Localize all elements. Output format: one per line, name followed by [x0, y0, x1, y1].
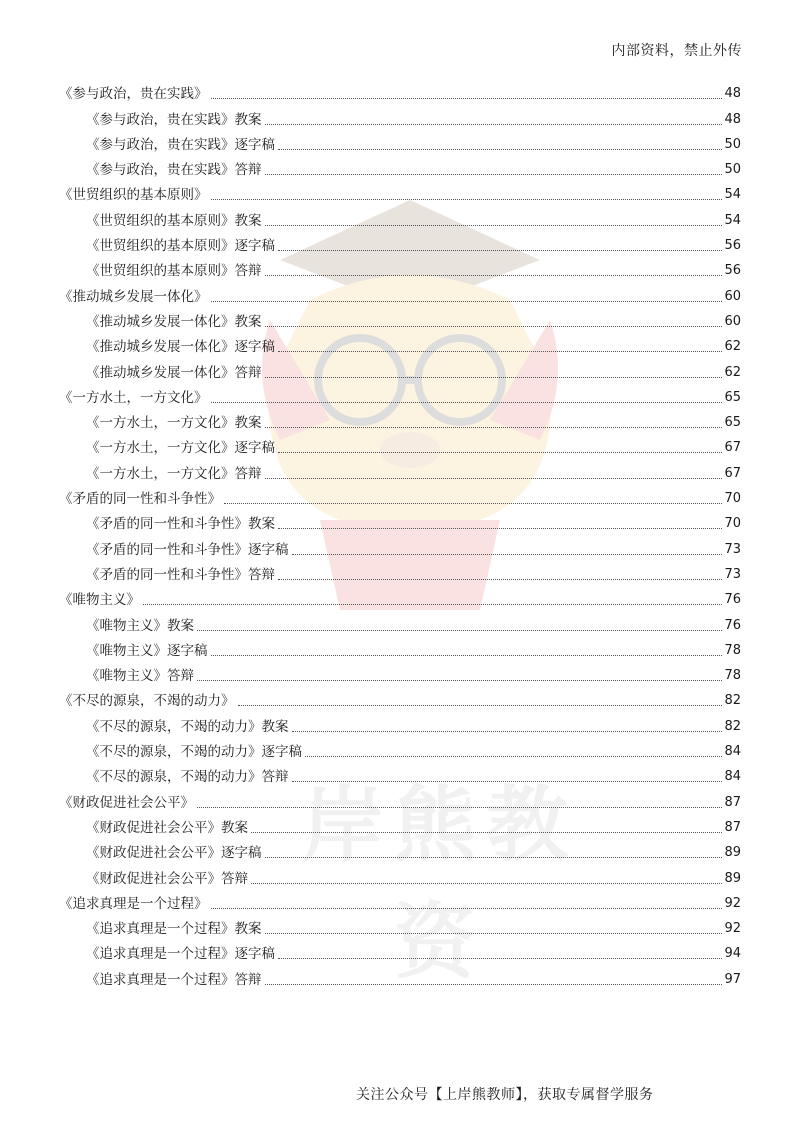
toc-subentry[interactable] — [59, 356, 741, 381]
toc-entry-title: 《不尽的源泉，不竭的动力》 — [59, 693, 235, 710]
toc-entry-title: 《推动城乡发展一体化》教案 — [86, 313, 262, 330]
toc-entry-title: 《参与政治，贵在实践》答辩 — [86, 162, 262, 179]
toc-entry-page-number: 62 — [724, 364, 741, 380]
toc-entry-title: 《唯物主义》教案 — [86, 617, 194, 634]
toc-subentry[interactable] — [59, 609, 741, 634]
toc-entry[interactable] — [59, 78, 741, 103]
dot-leader — [278, 250, 722, 251]
toc-entry-title: 《不尽的源泉，不竭的动力》逐字稿 — [86, 744, 302, 761]
toc-entry-page-number: 87 — [724, 794, 741, 810]
toc-subentry[interactable] — [59, 812, 741, 837]
toc-entry-page-number: 73 — [724, 541, 741, 557]
dot-leader — [305, 756, 722, 757]
dot-leader — [278, 149, 722, 150]
toc-subentry[interactable] — [59, 660, 741, 685]
toc-entry-title: 《推动城乡发展一体化》逐字稿 — [86, 339, 275, 356]
dot-leader — [211, 908, 723, 909]
dot-leader — [197, 680, 722, 681]
toc-subentry[interactable] — [59, 154, 741, 179]
dot-leader — [238, 705, 723, 706]
toc-entry-title: 《一方水土，一方文化》答辩 — [86, 465, 262, 482]
toc-subentry[interactable] — [59, 306, 741, 331]
toc-subentry[interactable] — [59, 432, 741, 457]
toc-entry-title: 《一方水土，一方文化》教案 — [86, 415, 262, 432]
toc-subentry[interactable] — [59, 710, 741, 735]
dot-leader — [143, 604, 722, 605]
dot-leader — [265, 857, 723, 858]
toc-entry[interactable] — [59, 280, 741, 305]
toc-entry-page-number: 54 — [724, 187, 741, 203]
dot-leader — [211, 655, 723, 656]
toc-entry-title: 《财政促进社会公平》答辩 — [86, 870, 248, 887]
toc-entry-page-number: 84 — [724, 744, 741, 760]
toc-subentry[interactable] — [59, 963, 741, 988]
dot-leader — [251, 883, 722, 884]
toc-entry-page-number: 94 — [724, 946, 741, 962]
watermark-text: 岸熊教资 — [301, 778, 578, 990]
toc-subentry[interactable] — [59, 331, 741, 356]
toc-subentry[interactable] — [59, 129, 741, 154]
dot-leader — [197, 807, 722, 808]
dot-leader — [292, 554, 723, 555]
toc-entry-page-number: 65 — [724, 415, 741, 431]
toc-entry-page-number: 70 — [724, 516, 741, 532]
toc-entry[interactable] — [59, 888, 741, 913]
toc-entry-page-number: 48 — [724, 111, 741, 127]
toc-entry-page-number: 73 — [724, 566, 741, 582]
toc-subentry[interactable] — [59, 204, 741, 229]
toc-subentry[interactable] — [59, 862, 741, 887]
dot-leader — [278, 452, 722, 453]
toc-entry-title: 《世贸组织的基本原则》 — [59, 187, 208, 204]
toc-subentry[interactable] — [59, 761, 741, 786]
toc-entry-page-number: 97 — [724, 971, 741, 987]
toc-entry-title: 《一方水土，一方文化》逐字稿 — [86, 440, 275, 457]
toc-entry-page-number: 62 — [724, 339, 741, 355]
toc-entry-title: 《不尽的源泉，不竭的动力》教案 — [86, 718, 289, 735]
toc-entry-title: 《世贸组织的基本原则》逐字稿 — [86, 238, 275, 255]
dot-leader — [292, 731, 723, 732]
toc-entry-page-number: 89 — [724, 870, 741, 886]
dot-leader — [224, 503, 722, 504]
toc-entry-title: 《一方水土，一方文化》 — [59, 389, 208, 406]
dot-leader — [265, 377, 723, 378]
toc-entry-title: 《世贸组织的基本原则》答辩 — [86, 263, 262, 280]
dot-leader — [265, 427, 723, 428]
toc-subentry[interactable] — [59, 559, 741, 584]
dot-leader — [265, 478, 723, 479]
toc-entry[interactable] — [59, 685, 741, 710]
dot-leader — [278, 351, 722, 352]
toc-subentry[interactable] — [59, 508, 741, 533]
toc-entry-title: 《矛盾的同一性和斗争性》答辩 — [86, 566, 275, 583]
toc-entry-title: 《推动城乡发展一体化》 — [59, 288, 208, 305]
footer-promo: 关注公众号【上岸熊教师】，获取专属督学服务 — [356, 1087, 654, 1103]
toc-entry[interactable] — [59, 179, 741, 204]
toc-entry-page-number: 76 — [724, 592, 741, 608]
toc-entry-page-number: 60 — [724, 288, 741, 304]
toc-entry-page-number: 56 — [724, 263, 741, 279]
toc-entry-page-number: 87 — [724, 819, 741, 835]
dot-leader — [265, 984, 723, 985]
dot-leader — [211, 199, 723, 200]
toc-entry-title: 《参与政治，贵在实践》教案 — [86, 111, 262, 128]
toc-subentry[interactable] — [59, 230, 741, 255]
toc-entry-page-number: 78 — [724, 668, 741, 684]
toc-entry-title: 《不尽的源泉，不竭的动力》答辩 — [86, 769, 289, 786]
toc-subentry[interactable] — [59, 255, 741, 280]
dot-leader — [265, 933, 723, 934]
dot-leader — [265, 225, 723, 226]
toc-entry-title: 《参与政治，贵在实践》逐字稿 — [86, 136, 275, 153]
toc-entry-page-number: 70 — [724, 491, 741, 507]
toc-subentry[interactable] — [59, 736, 741, 761]
toc-entry[interactable] — [59, 786, 741, 811]
toc-entry-title: 《追求真理是一个过程》答辩 — [86, 971, 262, 988]
toc-entry-title: 《矛盾的同一性和斗争性》 — [59, 491, 221, 508]
toc-entry-title: 《世贸组织的基本原则》教案 — [86, 212, 262, 229]
toc-subentry[interactable] — [59, 533, 741, 558]
toc-entry-page-number: 78 — [724, 642, 741, 658]
toc-entry-page-number: 67 — [724, 465, 741, 481]
dot-leader — [278, 579, 722, 580]
toc-entry-title: 《矛盾的同一性和斗争性》逐字稿 — [86, 541, 289, 558]
toc-entry-title: 《追求真理是一个过程》 — [59, 895, 208, 912]
toc-entry-title: 《唯物主义》答辩 — [86, 668, 194, 685]
toc-entry-title: 《财政促进社会公平》 — [59, 794, 194, 811]
toc-subentry[interactable] — [59, 457, 741, 482]
toc-entry-title: 《唯物主义》逐字稿 — [86, 642, 208, 659]
toc-subentry[interactable] — [59, 913, 741, 938]
toc-entry-title: 《财政促进社会公平》逐字稿 — [86, 845, 262, 862]
toc-entry-page-number: 92 — [724, 895, 741, 911]
toc-entry[interactable] — [59, 483, 741, 508]
toc-subentry[interactable] — [59, 407, 741, 432]
toc-entry-page-number: 54 — [724, 212, 741, 228]
toc-subentry[interactable] — [59, 837, 741, 862]
toc-entry-title: 《追求真理是一个过程》教案 — [86, 921, 262, 938]
toc-entry-page-number: 84 — [724, 769, 741, 785]
toc-entry[interactable] — [59, 584, 741, 609]
confidential-notice: 内部资料，禁止外传 — [611, 43, 742, 59]
toc-entry-page-number: 82 — [724, 693, 741, 709]
dot-leader — [265, 326, 723, 327]
dot-leader — [278, 528, 722, 529]
dot-leader — [251, 832, 722, 833]
toc-entry-title: 《矛盾的同一性和斗争性》教案 — [86, 516, 275, 533]
toc-subentry[interactable] — [59, 635, 741, 660]
toc-entry-page-number: 92 — [724, 921, 741, 937]
toc-entry-page-number: 60 — [724, 313, 741, 329]
toc-entry[interactable] — [59, 382, 741, 407]
toc-entry-page-number: 89 — [724, 845, 741, 861]
dot-leader — [292, 781, 723, 782]
toc-entry-page-number: 65 — [724, 389, 741, 405]
toc-entry-page-number: 50 — [724, 136, 741, 152]
dot-leader — [278, 958, 722, 959]
table-of-contents — [59, 78, 741, 989]
dot-leader — [211, 301, 723, 302]
toc-entry-title: 《追求真理是一个过程》逐字稿 — [86, 946, 275, 963]
dot-leader — [265, 275, 723, 276]
toc-entry-page-number: 82 — [724, 718, 741, 734]
toc-entry-page-number: 67 — [724, 440, 741, 456]
toc-subentry[interactable] — [59, 938, 741, 963]
toc-entry-page-number: 50 — [724, 162, 741, 178]
toc-entry-title: 《唯物主义》 — [59, 592, 140, 609]
dot-leader — [197, 630, 722, 631]
dot-leader — [211, 98, 723, 99]
toc-subentry[interactable] — [59, 103, 741, 128]
toc-entry-page-number: 56 — [724, 238, 741, 254]
toc-entry-page-number: 76 — [724, 617, 741, 633]
dot-leader — [211, 402, 723, 403]
toc-entry-page-number: 48 — [724, 86, 741, 102]
dot-leader — [265, 174, 723, 175]
dot-leader — [265, 124, 723, 125]
toc-entry-title: 《财政促进社会公平》教案 — [86, 819, 248, 836]
toc-entry-title: 《推动城乡发展一体化》答辩 — [86, 364, 262, 381]
toc-entry-title: 《参与政治，贵在实践》 — [59, 86, 208, 103]
